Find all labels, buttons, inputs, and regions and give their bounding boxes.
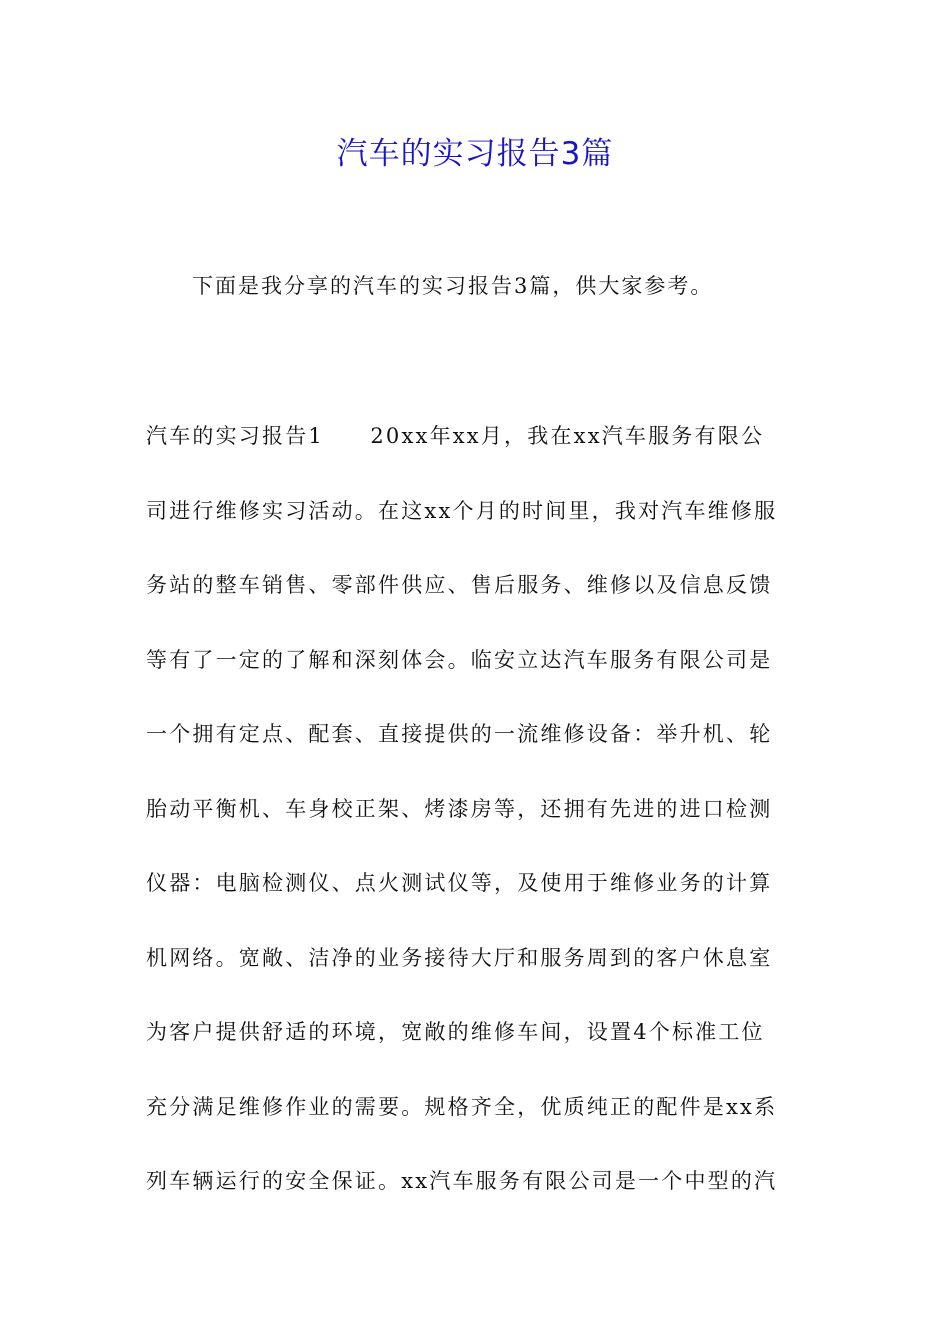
body-line: 机网络。宽敞、洁净的业务接待大厅和服务周到的客户休息室 [146, 945, 773, 970]
body-line: 充分满足维修作业的需要。规格齐全，优质纯正的配件是xx系 [146, 1094, 778, 1119]
body-line: 仪器：电脑检测仪、点火测试仪等，及使用于维修业务的计算 [146, 871, 773, 895]
body-line: 一个拥有定点、配套、直接提供的一流维修设备：举升机、轮 [146, 722, 773, 746]
body-line: 为客户提供舒适的环境，宽敞的维修车间，设置4个标准工位 [146, 1020, 765, 1044]
page-title: 汽车的实习报告3篇 [336, 136, 614, 172]
report-body [146, 420, 806, 1240]
body-line: 汽车的实习报告1 20xx年xx月，我在xx汽车服务有限公 [146, 424, 765, 448]
body-line: 司进行维修实习活动。在这xx个月的时间里，我对汽车维修服 [146, 498, 778, 523]
body-line: 务站的整车销售、零部件供应、售后服务、维修以及信息反馈 [146, 573, 773, 597]
body-line: 列车辆运行的安全保证。xx汽车服务有限公司是一个中型的汽 [146, 1169, 778, 1193]
intro-paragraph: 下面是我分享的汽车的实习报告3篇，供大家参考。 [192, 274, 714, 298]
body-line: 胎动平衡机、车身校正架、烤漆房等，还拥有先进的进口检测 [146, 796, 773, 821]
body-line: 等有了一定的了解和深刻体会。临安立达汽车服务有限公司是 [146, 647, 773, 672]
